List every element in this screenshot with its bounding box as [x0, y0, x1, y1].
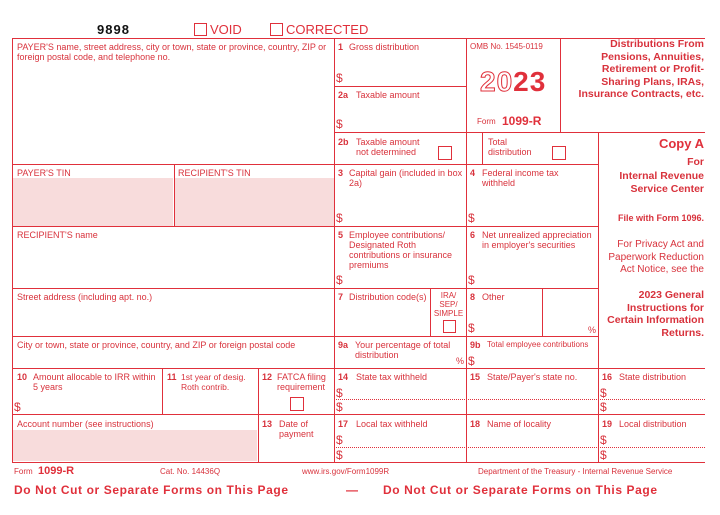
box4-number: 4: [470, 168, 476, 178]
box16-dollar-1: $: [600, 386, 607, 400]
account-number-field[interactable]: [13, 430, 257, 461]
ira-sep-simple-checkbox[interactable]: [443, 320, 456, 333]
box2a-dollar: $: [336, 117, 343, 131]
box10-number: 10: [17, 372, 28, 382]
form-name-top: 1099-R: [502, 114, 542, 128]
box2a-number: 2a: [338, 90, 349, 100]
box15-label: State/Payer's state no.: [487, 372, 578, 382]
box9b-dollar: $: [468, 354, 475, 368]
box4-dollar: $: [468, 211, 475, 225]
taxable-not-determined-checkbox[interactable]: [438, 146, 452, 160]
box18-label: Name of locality: [487, 419, 552, 429]
recipient-name-label: RECIPIENT'S name: [17, 230, 98, 240]
box2b-label: Taxable amount not determined: [356, 137, 420, 157]
box3-dollar: $: [336, 211, 343, 225]
box17-number: 17: [338, 419, 349, 429]
box18-number: 18: [470, 419, 481, 429]
tax-year-outline: 20: [480, 66, 514, 97]
box9b-number: 9b: [470, 340, 481, 350]
box16-number: 16: [602, 372, 613, 382]
void-label: VOID: [210, 22, 242, 37]
box1-dollar: $: [336, 71, 343, 85]
box19-dollar-2: $: [600, 448, 607, 462]
footer-url: www.irs.gov/Form1099R: [302, 467, 390, 476]
form-title: Distributions From Pensions, Annuities, Retirement or Profit-Sharing Plans, IRAs, Insurance Contracts, etc.: [578, 38, 704, 100]
box4-label: Federal income tax withheld: [482, 168, 559, 188]
box14-label: State tax withheld: [356, 372, 428, 382]
box1-number: 1: [338, 42, 344, 52]
ira-sep-simple-label: IRA/ SEP/ SIMPLE: [433, 291, 464, 318]
box12-label: FATCA filing requirement: [277, 372, 326, 392]
irs-center-label: Internal Revenue Service Center: [619, 170, 704, 195]
box13-label: Date of payment: [279, 419, 314, 439]
form-label-top: Form: [477, 117, 496, 126]
total-distribution-checkbox[interactable]: [552, 146, 566, 160]
box12-number: 12: [262, 372, 273, 382]
payer-tin-label: PAYER'S TIN: [17, 168, 71, 178]
box1-label: Gross distribution: [349, 42, 420, 52]
corrected-checkbox[interactable]: [270, 23, 283, 36]
box9a-label: Your percentage of total distribution: [355, 340, 451, 360]
box10-dollar: $: [14, 400, 21, 414]
box3-number: 3: [338, 168, 344, 178]
footer-form-label: Form: [14, 467, 33, 476]
box14-dollar-2: $: [336, 400, 343, 414]
box8-label: Other: [482, 292, 505, 302]
recipient-tin-field[interactable]: [174, 178, 334, 226]
box5-dollar: $: [336, 273, 343, 287]
for-label: For: [687, 156, 704, 168]
payer-info-label: PAYER'S name, street address, city or town, state or province, country, ZIP or foreign postal code, and telephone no.: [17, 42, 327, 62]
recipient-tin-label: RECIPIENT'S TIN: [178, 168, 251, 178]
box8-percent: %: [588, 325, 597, 335]
box16-label: State distribution: [619, 372, 687, 382]
corrected-label: CORRECTED: [286, 22, 369, 37]
tax-year-solid: 23: [513, 66, 547, 97]
box8-dollar: $: [468, 321, 475, 335]
payer-tin-field[interactable]: [13, 178, 173, 226]
box6-dollar: $: [468, 273, 475, 287]
omb-number: OMB No. 1545-0119: [470, 42, 543, 51]
box2a-label: Taxable amount: [356, 90, 420, 100]
box11-number: 11: [167, 372, 177, 382]
do-not-cut-right: Do Not Cut or Separate Forms on This Page: [383, 483, 658, 497]
file-with-label: File with Form 1096.: [617, 213, 704, 223]
box19-dollar-1: $: [600, 433, 607, 447]
box3-label: Capital gain (included in box 2a): [349, 168, 463, 188]
form-code: 9898: [97, 22, 130, 37]
box15-number: 15: [470, 372, 481, 382]
box19-number: 19: [602, 419, 613, 429]
box9a-percent: %: [456, 356, 465, 366]
do-not-cut-dash: —: [346, 483, 359, 497]
box9a-number: 9a: [338, 340, 349, 350]
void-checkbox[interactable]: [194, 23, 207, 36]
box17-dollar-1: $: [336, 433, 343, 447]
box13-number: 13: [262, 419, 273, 429]
box14-dollar-1: $: [336, 386, 343, 400]
box17-label: Local tax withheld: [356, 419, 428, 429]
box7-label: Distribution code(s): [349, 292, 427, 302]
box16-dollar-2: $: [600, 400, 607, 414]
box5-number: 5: [338, 230, 344, 240]
box8-number: 8: [470, 292, 476, 302]
box11-label: 1st year of desig. Roth contrib.: [181, 372, 246, 392]
footer-dept: Department of the Treasury - Internal Revenue Service: [478, 467, 673, 476]
box14-number: 14: [338, 372, 349, 382]
privacy-notice-2: 2023 General Instructions for Certain Information Returns.: [607, 289, 704, 339]
box5-label: Employee contributions/ Designated Roth contributions or insurance premiums: [349, 230, 453, 270]
box7-number: 7: [338, 292, 344, 302]
copy-a-label: Copy A: [658, 136, 704, 151]
box6-number: 6: [470, 230, 476, 240]
box6-label: Net unrealized appreciation in employer's securities: [482, 230, 592, 250]
city-label: City or town, state or province, country, and ZIP or foreign postal code: [17, 340, 296, 350]
box10-label: Amount allocable to IRR within 5 years: [33, 372, 156, 392]
account-number-label: Account number (see instructions): [17, 419, 154, 429]
box9b-label: Total employee contributions: [487, 340, 589, 349]
street-address-label: Street address (including apt. no.): [17, 292, 153, 302]
footer-cat-no: Cat. No. 14436Q: [160, 467, 221, 476]
box17-dollar-2: $: [336, 448, 343, 462]
box19-label: Local distribution: [619, 419, 687, 429]
privacy-notice-1: For Privacy Act and Paperwork Reduction Act Notice, see the: [608, 239, 704, 275]
footer-form-name: 1099-R: [38, 465, 75, 477]
fatca-checkbox[interactable]: [290, 397, 304, 411]
total-distribution-label: Total distribution: [488, 137, 532, 157]
tax-year: [480, 66, 546, 98]
payer-info-field[interactable]: [13, 66, 333, 163]
do-not-cut-left: Do Not Cut or Separate Forms on This Page: [14, 483, 289, 497]
box2b-number: 2b: [338, 137, 349, 147]
